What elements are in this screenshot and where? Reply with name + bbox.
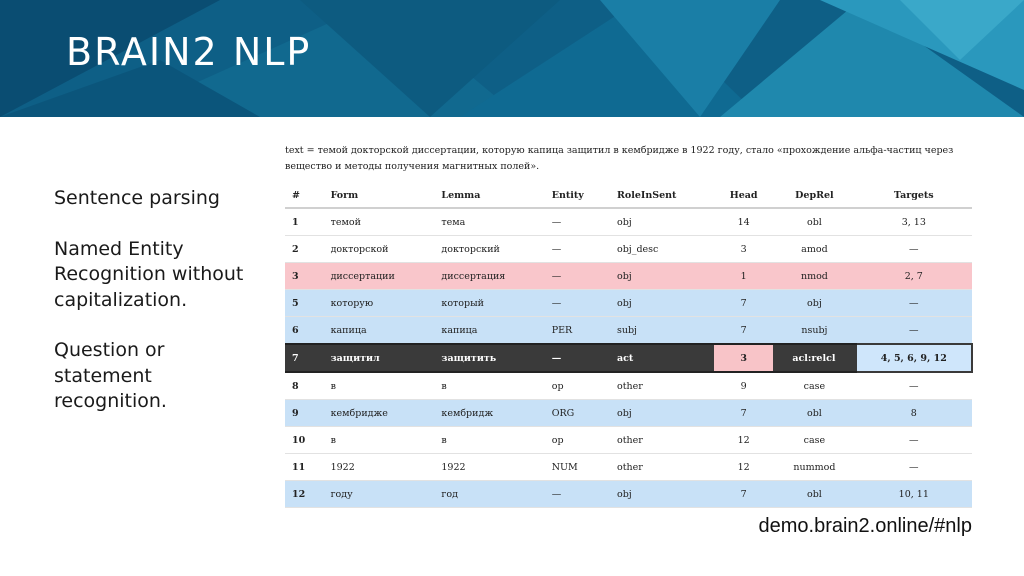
column-header: # <box>285 183 324 208</box>
cell-idx: 12 <box>285 481 324 508</box>
feature-item: Named Entity Recognition without capitalization. <box>54 237 244 311</box>
column-header: Form <box>324 183 435 208</box>
input-sentence: text = темой докторской диссертации, которую капица защитил в кембридже в 1922 году, стало «прохождение альфа-частиц через вещество и методы получения магнитных полей». <box>285 145 954 172</box>
table-row[interactable] <box>285 263 972 290</box>
cell-form: капица <box>324 317 435 345</box>
cell-idx: 10 <box>285 427 324 454</box>
table-row[interactable] <box>285 454 972 481</box>
cell-lemma: диссертация <box>434 263 544 290</box>
cell-lemma: год <box>434 481 544 508</box>
cell-idx: 11 <box>285 454 324 481</box>
cell-targets: 10, 11 <box>856 481 972 508</box>
cell-deprel: amod <box>773 236 855 263</box>
cell-targets: 8 <box>856 400 972 427</box>
cell-entity: ORG <box>545 400 610 427</box>
column-header: Entity <box>545 183 610 208</box>
cell-head: 9 <box>714 372 773 400</box>
cell-entity: op <box>545 372 610 400</box>
column-header: Head <box>714 183 773 208</box>
feature-item: Sentence parsing <box>54 187 220 209</box>
cell-idx: 3 <box>285 263 324 290</box>
cell-deprel: nummod <box>773 454 855 481</box>
cell-role: obj <box>610 208 714 236</box>
page-title: BRAIN2 NLP <box>66 30 312 74</box>
cell-role: obj <box>610 481 714 508</box>
cell-entity: — <box>545 263 610 290</box>
nlp-screenshot <box>285 143 973 508</box>
cell-form: защитил <box>324 344 435 372</box>
cell-role: other <box>610 427 714 454</box>
cell-role: act <box>610 344 714 372</box>
cell-targets: 3, 13 <box>856 208 972 236</box>
cell-role: obj_desc <box>610 236 714 263</box>
cell-entity: — <box>545 208 610 236</box>
cell-targets: — <box>856 317 972 345</box>
cell-idx: 8 <box>285 372 324 400</box>
cell-lemma: защитить <box>434 344 544 372</box>
cell-targets: 2, 7 <box>856 263 972 290</box>
cell-lemma: в <box>434 427 544 454</box>
cell-lemma: 1922 <box>434 454 544 481</box>
cell-entity: — <box>545 236 610 263</box>
cell-form: в <box>324 372 435 400</box>
cell-head: 1 <box>714 263 773 290</box>
cell-deprel: obj <box>773 290 855 317</box>
cell-head: 14 <box>714 208 773 236</box>
cell-role: obj <box>610 400 714 427</box>
table-row[interactable] <box>285 290 972 317</box>
cell-form: диссертации <box>324 263 435 290</box>
table-row[interactable] <box>285 400 972 427</box>
column-header: DepRel <box>773 183 855 208</box>
cell-head: 12 <box>714 454 773 481</box>
cell-entity: — <box>545 344 610 372</box>
cell-head: 3 <box>714 344 773 372</box>
cell-head: 7 <box>714 290 773 317</box>
cell-targets: — <box>856 236 972 263</box>
table-row[interactable] <box>285 317 972 345</box>
cell-form: темой <box>324 208 435 236</box>
feature-list <box>54 186 254 440</box>
column-header: Lemma <box>434 183 544 208</box>
table-row[interactable] <box>285 372 972 400</box>
cell-form: докторской <box>324 236 435 263</box>
cell-idx: 9 <box>285 400 324 427</box>
cell-lemma: в <box>434 372 544 400</box>
cell-entity: PER <box>545 317 610 345</box>
table-row[interactable] <box>285 208 972 236</box>
column-header: Targets <box>856 183 972 208</box>
cell-entity: — <box>545 290 610 317</box>
cell-idx: 5 <box>285 290 324 317</box>
table-row[interactable] <box>285 236 972 263</box>
cell-entity: op <box>545 427 610 454</box>
cell-lemma: тема <box>434 208 544 236</box>
cell-targets: — <box>856 290 972 317</box>
cell-lemma: капица <box>434 317 544 345</box>
cell-deprel: obl <box>773 481 855 508</box>
cell-deprel: case <box>773 372 855 400</box>
cell-form: в <box>324 427 435 454</box>
table-row[interactable] <box>285 481 972 508</box>
table-header-row <box>285 183 972 208</box>
cell-entity: — <box>545 481 610 508</box>
cell-idx: 6 <box>285 317 324 345</box>
table-row[interactable] <box>285 427 972 454</box>
cell-form: кембридже <box>324 400 435 427</box>
cell-deprel: nmod <box>773 263 855 290</box>
cell-role: obj <box>610 290 714 317</box>
cell-head: 3 <box>714 236 773 263</box>
cell-deprel: case <box>773 427 855 454</box>
header-banner <box>0 0 1024 117</box>
cell-form: году <box>324 481 435 508</box>
cell-role: other <box>610 454 714 481</box>
cell-targets: — <box>856 454 972 481</box>
cell-form: которую <box>324 290 435 317</box>
cell-role: obj <box>610 263 714 290</box>
cell-targets: — <box>856 372 972 400</box>
cell-deprel: acl:relcl <box>773 344 855 372</box>
feature-item: Question or statement recognition. <box>54 339 167 412</box>
parse-table <box>285 183 973 508</box>
cell-deprel: nsubj <box>773 317 855 345</box>
cell-idx: 1 <box>285 208 324 236</box>
cell-lemma: который <box>434 290 544 317</box>
cell-role: subj <box>610 317 714 345</box>
cell-head: 7 <box>714 400 773 427</box>
cell-head: 7 <box>714 317 773 345</box>
column-header: RoleInSent <box>610 183 714 208</box>
cell-role: other <box>610 372 714 400</box>
cell-head: 7 <box>714 481 773 508</box>
cell-form: 1922 <box>324 454 435 481</box>
demo-url: demo.brain2.online/#nlp <box>758 515 972 537</box>
cell-idx: 2 <box>285 236 324 263</box>
cell-lemma: кембридж <box>434 400 544 427</box>
table-row[interactable] <box>285 344 972 372</box>
cell-targets: — <box>856 427 972 454</box>
cell-idx: 7 <box>285 344 324 372</box>
cell-targets: 4, 5, 6, 9, 12 <box>856 344 972 372</box>
cell-head: 12 <box>714 427 773 454</box>
cell-deprel: obl <box>773 208 855 236</box>
cell-entity: NUM <box>545 454 610 481</box>
cell-deprel: obl <box>773 400 855 427</box>
cell-lemma: докторский <box>434 236 544 263</box>
